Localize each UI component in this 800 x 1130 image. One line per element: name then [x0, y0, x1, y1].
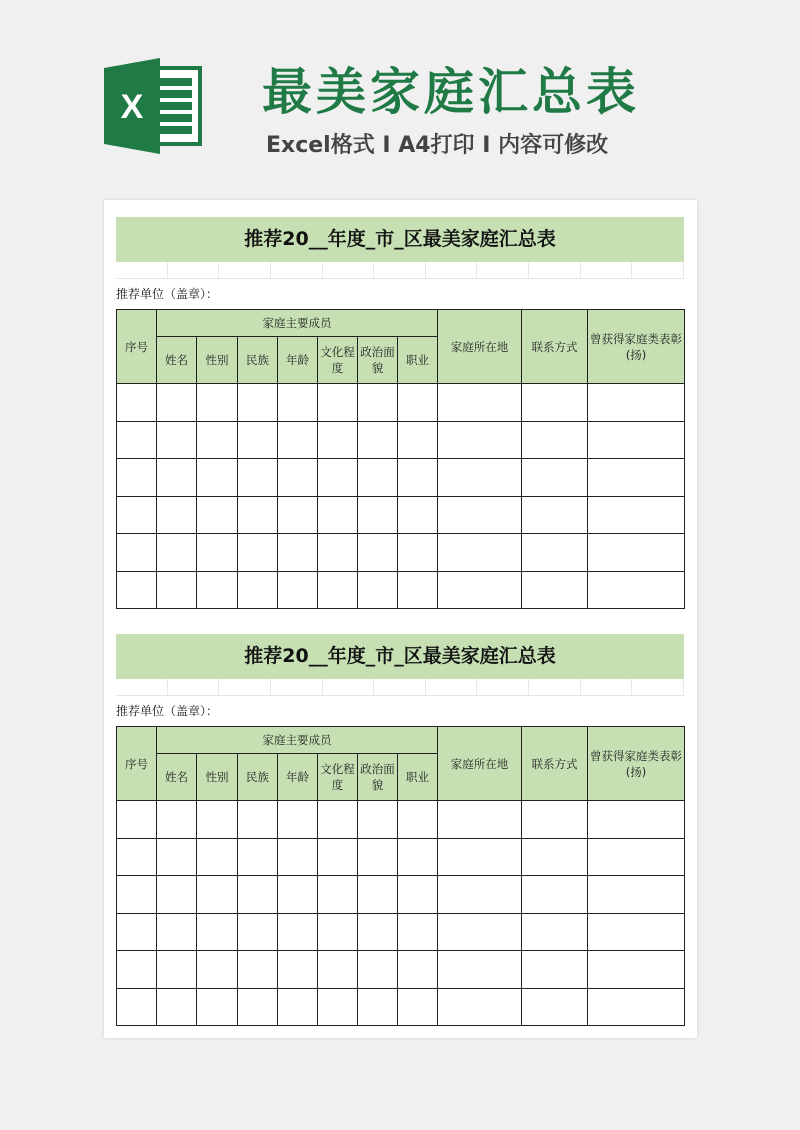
table-cell[interactable]	[318, 913, 358, 951]
table-cell[interactable]	[238, 951, 278, 989]
header-sub: 年龄	[278, 337, 318, 384]
table-cell[interactable]	[117, 801, 157, 839]
table-cell[interactable]	[157, 801, 197, 839]
table-cell[interactable]	[318, 951, 358, 989]
table-cell[interactable]	[522, 876, 588, 914]
unit-label: 推荐单位（盖章）：	[116, 704, 219, 718]
table-cell[interactable]	[117, 571, 157, 609]
header-sub: 政治面貌	[358, 337, 398, 384]
table-cell[interactable]	[588, 534, 685, 572]
table-cell[interactable]	[358, 988, 398, 1026]
table-cell[interactable]	[588, 496, 685, 534]
table-cell[interactable]	[278, 534, 318, 572]
table-cell[interactable]	[438, 876, 522, 914]
table-cell[interactable]	[197, 571, 238, 609]
table-cell[interactable]	[588, 988, 685, 1026]
table-cell[interactable]	[588, 459, 685, 497]
table-cell[interactable]	[438, 951, 522, 989]
page-subtitle: Excel格式 Ⅰ A4打印 Ⅰ 内容可修改	[266, 133, 609, 158]
header-sub: 性别	[197, 754, 238, 801]
table-cell[interactable]	[197, 801, 238, 839]
table-cell[interactable]	[278, 838, 318, 876]
table-cell[interactable]	[278, 913, 318, 951]
table-cell[interactable]	[522, 801, 588, 839]
table-cell[interactable]	[398, 384, 438, 422]
table-cell[interactable]	[522, 496, 588, 534]
table-cell[interactable]	[318, 384, 358, 422]
table-cell[interactable]	[278, 571, 318, 609]
table-cell[interactable]	[438, 459, 522, 497]
table-cell[interactable]	[117, 384, 157, 422]
table-cell[interactable]	[438, 801, 522, 839]
header-sub: 职业	[398, 337, 438, 384]
table-cell[interactable]	[197, 496, 238, 534]
table-cell[interactable]	[398, 838, 438, 876]
header-sub: 年龄	[278, 754, 318, 801]
header-address: 家庭所在地	[438, 727, 522, 801]
table-cell[interactable]	[398, 459, 438, 497]
table-cell[interactable]	[157, 876, 197, 914]
header-sub: 文化程度	[318, 754, 358, 801]
table-cell[interactable]	[157, 988, 197, 1026]
table-cell[interactable]	[197, 534, 238, 572]
table-cell[interactable]	[197, 951, 238, 989]
header-sub: 文化程度	[318, 337, 358, 384]
table-cell[interactable]	[438, 838, 522, 876]
header-address: 家庭所在地	[438, 310, 522, 384]
table-row	[117, 421, 685, 459]
table-cell[interactable]	[318, 534, 358, 572]
table-cell[interactable]	[358, 384, 398, 422]
table-cell[interactable]	[117, 838, 157, 876]
table-cell[interactable]	[238, 384, 278, 422]
table-row	[117, 838, 685, 876]
table-cell[interactable]	[522, 571, 588, 609]
table-cell[interactable]	[157, 838, 197, 876]
table-cell[interactable]	[197, 988, 238, 1026]
header-members: 家庭主要成员	[157, 727, 438, 754]
table-cell[interactable]	[358, 838, 398, 876]
table-cell[interactable]	[522, 459, 588, 497]
table-cell[interactable]	[238, 534, 278, 572]
header-sub: 民族	[238, 337, 278, 384]
table-row	[117, 801, 685, 839]
table-cell[interactable]	[278, 801, 318, 839]
table-cell[interactable]	[358, 459, 398, 497]
table-cell[interactable]	[238, 801, 278, 839]
table-cell[interactable]	[318, 421, 358, 459]
table-cell[interactable]	[522, 951, 588, 989]
table-cell[interactable]	[238, 988, 278, 1026]
form-block	[116, 217, 684, 609]
table-cell[interactable]	[438, 384, 522, 422]
table-cell[interactable]	[318, 876, 358, 914]
table-cell[interactable]	[398, 801, 438, 839]
table-cell[interactable]	[588, 384, 685, 422]
table-cell[interactable]	[278, 384, 318, 422]
summary-table	[116, 309, 685, 609]
table-cell[interactable]	[157, 496, 197, 534]
header-sub: 民族	[238, 754, 278, 801]
table-cell[interactable]	[358, 496, 398, 534]
table-cell[interactable]	[318, 838, 358, 876]
header-index: 序号	[117, 310, 157, 384]
table-cell[interactable]	[318, 459, 358, 497]
table-cell[interactable]	[157, 534, 197, 572]
table-cell[interactable]	[358, 801, 398, 839]
table-cell[interactable]	[588, 838, 685, 876]
table-cell[interactable]	[157, 421, 197, 459]
header-sub: 职业	[398, 754, 438, 801]
header-sub: 姓名	[157, 754, 197, 801]
table-cell[interactable]	[197, 913, 238, 951]
table-cell[interactable]	[438, 571, 522, 609]
table-cell[interactable]	[438, 534, 522, 572]
table-cell[interactable]	[588, 913, 685, 951]
table-cell[interactable]	[157, 951, 197, 989]
table-cell[interactable]	[278, 988, 318, 1026]
table-cell[interactable]	[358, 913, 398, 951]
table-cell[interactable]	[318, 496, 358, 534]
blank-grid-row	[116, 262, 684, 279]
table-cell[interactable]	[238, 459, 278, 497]
table-cell[interactable]	[278, 459, 318, 497]
table-cell[interactable]	[438, 421, 522, 459]
table-cell[interactable]	[197, 876, 238, 914]
table-cell[interactable]	[398, 913, 438, 951]
table-row	[117, 988, 685, 1026]
table-cell[interactable]	[318, 801, 358, 839]
table-cell[interactable]	[522, 988, 588, 1026]
table-row	[117, 534, 685, 572]
table-cell[interactable]	[398, 876, 438, 914]
table-cell[interactable]	[238, 876, 278, 914]
table-cell[interactable]	[197, 459, 238, 497]
header-honor: 曾获得家庭类表彰(扬)	[588, 727, 685, 801]
table-cell[interactable]	[398, 421, 438, 459]
table-cell[interactable]	[438, 913, 522, 951]
form-block	[116, 634, 684, 1026]
table-cell[interactable]	[278, 496, 318, 534]
table-cell[interactable]	[278, 421, 318, 459]
table-cell[interactable]	[117, 988, 157, 1026]
table-cell[interactable]	[157, 459, 197, 497]
table-cell[interactable]	[438, 988, 522, 1026]
table-row	[117, 876, 685, 914]
table-cell[interactable]	[157, 913, 197, 951]
header-sub: 政治面貌	[358, 754, 398, 801]
unit-label: 推荐单位（盖章）：	[116, 287, 219, 301]
table-cell[interactable]	[588, 801, 685, 839]
form-title: 推荐20__年度_市_区最美家庭汇总表	[116, 634, 684, 679]
table-cell[interactable]	[318, 988, 358, 1026]
svg-text:X: X	[120, 88, 144, 126]
header-contact: 联系方式	[522, 727, 588, 801]
table-cell[interactable]	[358, 421, 398, 459]
table-cell[interactable]	[358, 534, 398, 572]
table-row	[117, 571, 685, 609]
table-row	[117, 459, 685, 497]
table-cell[interactable]	[398, 951, 438, 989]
table-cell[interactable]	[522, 913, 588, 951]
table-cell[interactable]	[117, 421, 157, 459]
header-index: 序号	[117, 727, 157, 801]
table-cell[interactable]	[358, 951, 398, 989]
header-honor: 曾获得家庭类表彰(扬)	[588, 310, 685, 384]
table-cell[interactable]	[157, 571, 197, 609]
table-cell[interactable]	[117, 496, 157, 534]
table-cell[interactable]	[238, 496, 278, 534]
table-cell[interactable]	[197, 384, 238, 422]
table-cell[interactable]	[278, 951, 318, 989]
table-cell[interactable]	[117, 951, 157, 989]
table-cell[interactable]	[522, 534, 588, 572]
table-cell[interactable]	[522, 384, 588, 422]
table-cell[interactable]	[522, 421, 588, 459]
table-cell[interactable]	[318, 571, 358, 609]
blank-grid-row	[116, 679, 684, 696]
page-title: 最美家庭汇总表	[262, 63, 640, 121]
header-sub: 姓名	[157, 337, 197, 384]
table-cell[interactable]	[117, 534, 157, 572]
table-cell[interactable]	[398, 496, 438, 534]
table-cell[interactable]	[398, 534, 438, 572]
table-cell[interactable]	[588, 951, 685, 989]
table-cell[interactable]	[157, 384, 197, 422]
table-cell[interactable]	[398, 571, 438, 609]
table-cell[interactable]	[238, 913, 278, 951]
table-cell[interactable]	[197, 838, 238, 876]
table-cell[interactable]	[358, 571, 398, 609]
table-row	[117, 496, 685, 534]
table-cell[interactable]	[117, 876, 157, 914]
summary-table	[116, 726, 685, 1026]
table-cell[interactable]	[238, 571, 278, 609]
sheet	[104, 200, 697, 1038]
table-cell[interactable]	[588, 421, 685, 459]
table-row	[117, 913, 685, 951]
header-sub: 性别	[197, 337, 238, 384]
header-contact: 联系方式	[522, 310, 588, 384]
table-cell[interactable]	[117, 913, 157, 951]
table-cell[interactable]	[398, 988, 438, 1026]
table-row	[117, 951, 685, 989]
form-title: 推荐20__年度_市_区最美家庭汇总表	[116, 217, 684, 262]
table-cell[interactable]	[197, 421, 238, 459]
excel-logo-icon	[104, 58, 204, 154]
table-cell[interactable]	[522, 838, 588, 876]
table-cell[interactable]	[238, 421, 278, 459]
table-cell[interactable]	[438, 496, 522, 534]
table-row	[117, 384, 685, 422]
table-cell[interactable]	[238, 838, 278, 876]
table-cell[interactable]	[278, 876, 318, 914]
table-cell[interactable]	[588, 876, 685, 914]
table-cell[interactable]	[588, 571, 685, 609]
header-members: 家庭主要成员	[157, 310, 438, 337]
table-cell[interactable]	[358, 876, 398, 914]
table-cell[interactable]	[117, 459, 157, 497]
